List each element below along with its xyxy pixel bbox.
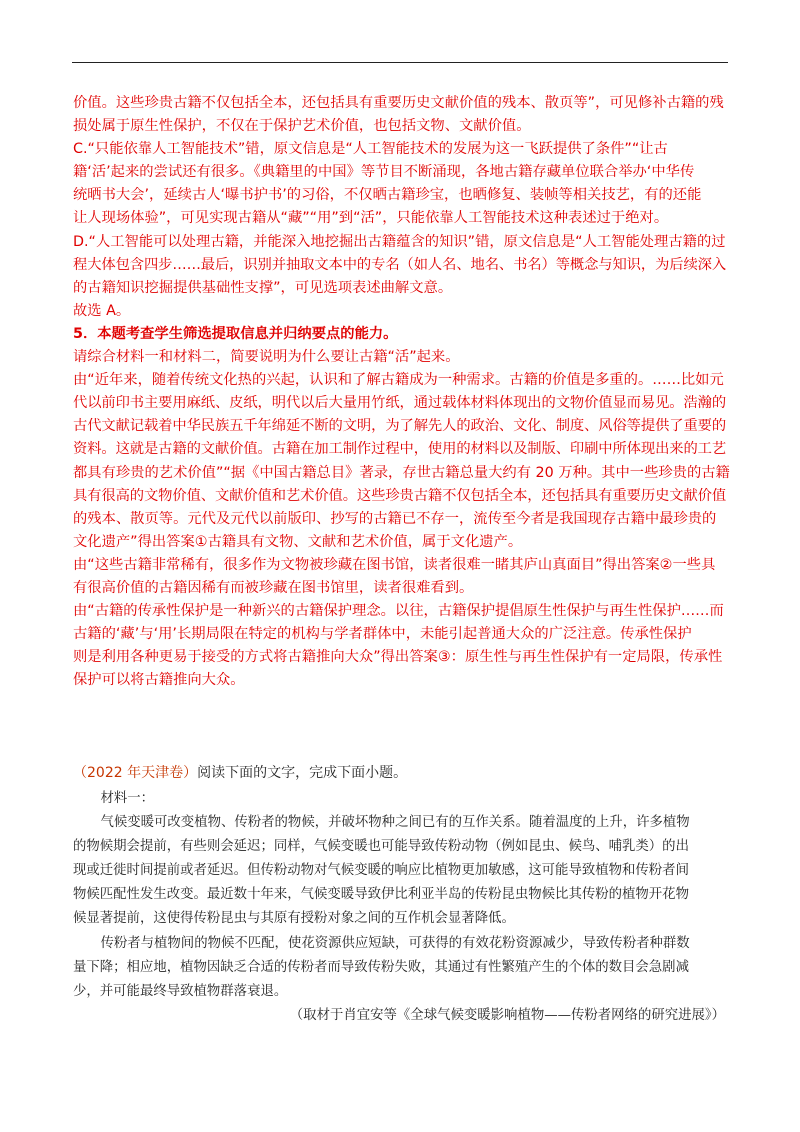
answer-line: 由“古籍的传承性保护是一种新兴的古籍保护理念。以往，古籍保护提倡原生性保护与再生性保护……而 bbox=[73, 603, 724, 620]
answer-line: 的残本、散页等。元代及元代以前版印、抄写的古籍已不存一，流传至今者是我国现存古籍中最珍贵的 bbox=[73, 510, 717, 527]
question-5-heading: 5．本题考查学生筛选提取信息并归纳要点的能力。 bbox=[73, 325, 398, 342]
answer-line: 让人现场体验”，可见实现古籍从“藏”“用”到“活”，只能依靠人工智能技术这种表述过于绝对。 bbox=[73, 210, 669, 227]
question-header bbox=[73, 761, 729, 785]
answer-line: 籍‘活’起来的尝试还有很多。《典籍里的中国》等节目不断涌现，各地古籍存藏单位联合举办‘中华传 bbox=[73, 164, 695, 181]
answer-line: 由“近年来，随着传统文化热的兴起，认识和了解古籍成为一种需求。古籍的价值是多重的。……比如元 bbox=[73, 372, 724, 389]
question-5-prompt: 请综合材料一和材料二，简要说明为什么要让古籍“活”起来。 bbox=[73, 349, 460, 366]
answer-line: 则是利用各种更易于接受的方式将古籍推向大众”得出答案③：原生性与再生性保护有一定局限，传承性 bbox=[73, 649, 723, 666]
answer-choice: 故选 A。 bbox=[73, 302, 131, 319]
answer-line: 由“这些古籍非常稀有，很多作为文物被珍藏在图书馆，读者很难一睹其庐山真面目”得出答案②一些具 bbox=[73, 556, 716, 573]
material-line: 现或迁徙时间提前或者延迟。但传粉动物对气候变暖的响应比植物更加敏感，这可能导致植物和传粉者间 bbox=[73, 863, 689, 879]
material-line: 候显著提前，这使得传粉昆虫与其原有授粉对象之间的互作机会显著降低。 bbox=[73, 911, 515, 927]
answer-analysis bbox=[73, 92, 729, 692]
material-line: 量下降；相应地，植物因缺乏合适的传粉者而导致传粉失败，其通过有性繁殖产生的个体的数目会急剧减 bbox=[73, 959, 689, 975]
answer-line: 的古籍知识挖掘提供基础性支撑”，可见选项表述曲解文意。 bbox=[73, 279, 453, 296]
answer-line: 具有很高的文物价值、文献价值和艺术价值。这些珍贵古籍不仅包括全本，还包括具有重要历史文献价值 bbox=[73, 487, 727, 504]
answer-line: 保护可以将古籍推向大众。 bbox=[73, 672, 245, 689]
answer-line: 统晒书大会’，延续古人‘曝书护书’的习俗，不仅晒古籍珍宝，也晒修复、装帧等相关技艺，有的还能 bbox=[73, 187, 702, 204]
answer-line: 程大体包含四步……最后，识别并抽取文本中的专名（如人名、地名、书名）等概念与知识，为后续深入 bbox=[73, 256, 727, 273]
question-instruction: 阅读下面的文字，完成下面小题。 bbox=[197, 765, 408, 781]
material-citation: （取材于肖宜安等《全球气候变暖影响植物——传粉者网络的研究进展》） bbox=[289, 1007, 725, 1023]
material-one bbox=[73, 787, 729, 1028]
option-d-analysis: D.“人工智能可以处理古籍，并能深入地挖掘出古籍蕴含的知识”错，原文信息是“人工智能处理古籍的过 bbox=[73, 233, 726, 250]
answer-line: 资料。这就是古籍的文献价值。古籍在加工制作过程中，使用的材料以及制版、印刷中所体现出来的工艺 bbox=[73, 441, 727, 458]
answer-line: 有很高价值的古籍因稀有而被珍藏在图书馆里，读者很难看到。 bbox=[73, 579, 474, 596]
header-rule bbox=[72, 62, 728, 63]
material-line: 气候变暖可改变植物、传粉者的物候，并破坏物种之间已有的互作关系。随着温度的上升，许多植物 bbox=[100, 815, 690, 831]
answer-line: 代以前印书主要用麻纸、皮纸，明代以后大量用竹纸，通过载体材料体现出的文物价值显而易见。浩瀚的 bbox=[73, 395, 727, 412]
answer-line: 价值。这些珍贵古籍不仅包括全本，还包括具有重要历史文献价值的残本、散页等”，可见修补古籍的残 bbox=[73, 95, 724, 111]
answer-line: 损处属于原生性保护，不仅在于保护艺术价值，也包括文物、文献价值。 bbox=[73, 118, 531, 135]
option-c-analysis: C.“只能依靠人工智能技术”错，原文信息是“人工智能技术的发展为这一飞跃提供了条件”“让古 bbox=[73, 141, 668, 158]
answer-line: 文化遗产”得出答案①古籍具有文物、文献和艺术价值，属于文化遗产。 bbox=[73, 533, 523, 550]
material-line: 传粉者与植物间的物候不匹配，使花资源供应短缺，可获得的有效花粉资源减少，导致传粉者种群数 bbox=[100, 935, 690, 951]
answer-line: 古籍的‘藏’与‘用’长期局限在特定的机构与学者群体中，未能引起普通大众的广泛注意。传承性保护 bbox=[73, 626, 692, 643]
answer-line: 都具有珍贵的艺术价值”“据《中国古籍总目》著录，存世古籍总量大约有 20 万种。其中一些珍贵的古籍 bbox=[73, 464, 730, 481]
material-line: 物候匹配性发生改变。最近数十年来，气候变暖导致伊比利亚半岛的传粉昆虫物候比其传粉的植物开花物 bbox=[73, 887, 689, 903]
material-heading: 材料一： bbox=[100, 791, 155, 806]
material-line: 的物候期会提前，有些则会延迟；同样，气候变暖也可能导致传粉动物（例如昆虫、候鸟、哺乳类）的出 bbox=[73, 839, 689, 855]
material-line: 少，并可能最终导致植物群落衰退。 bbox=[73, 983, 288, 999]
answer-line: 古代文献记载着中华民族五千年绵延不断的文明，为了解先人的政治、文化、制度、风俗等提供了重要的 bbox=[73, 418, 727, 435]
question-source: （2022 年天津卷） bbox=[73, 765, 198, 781]
